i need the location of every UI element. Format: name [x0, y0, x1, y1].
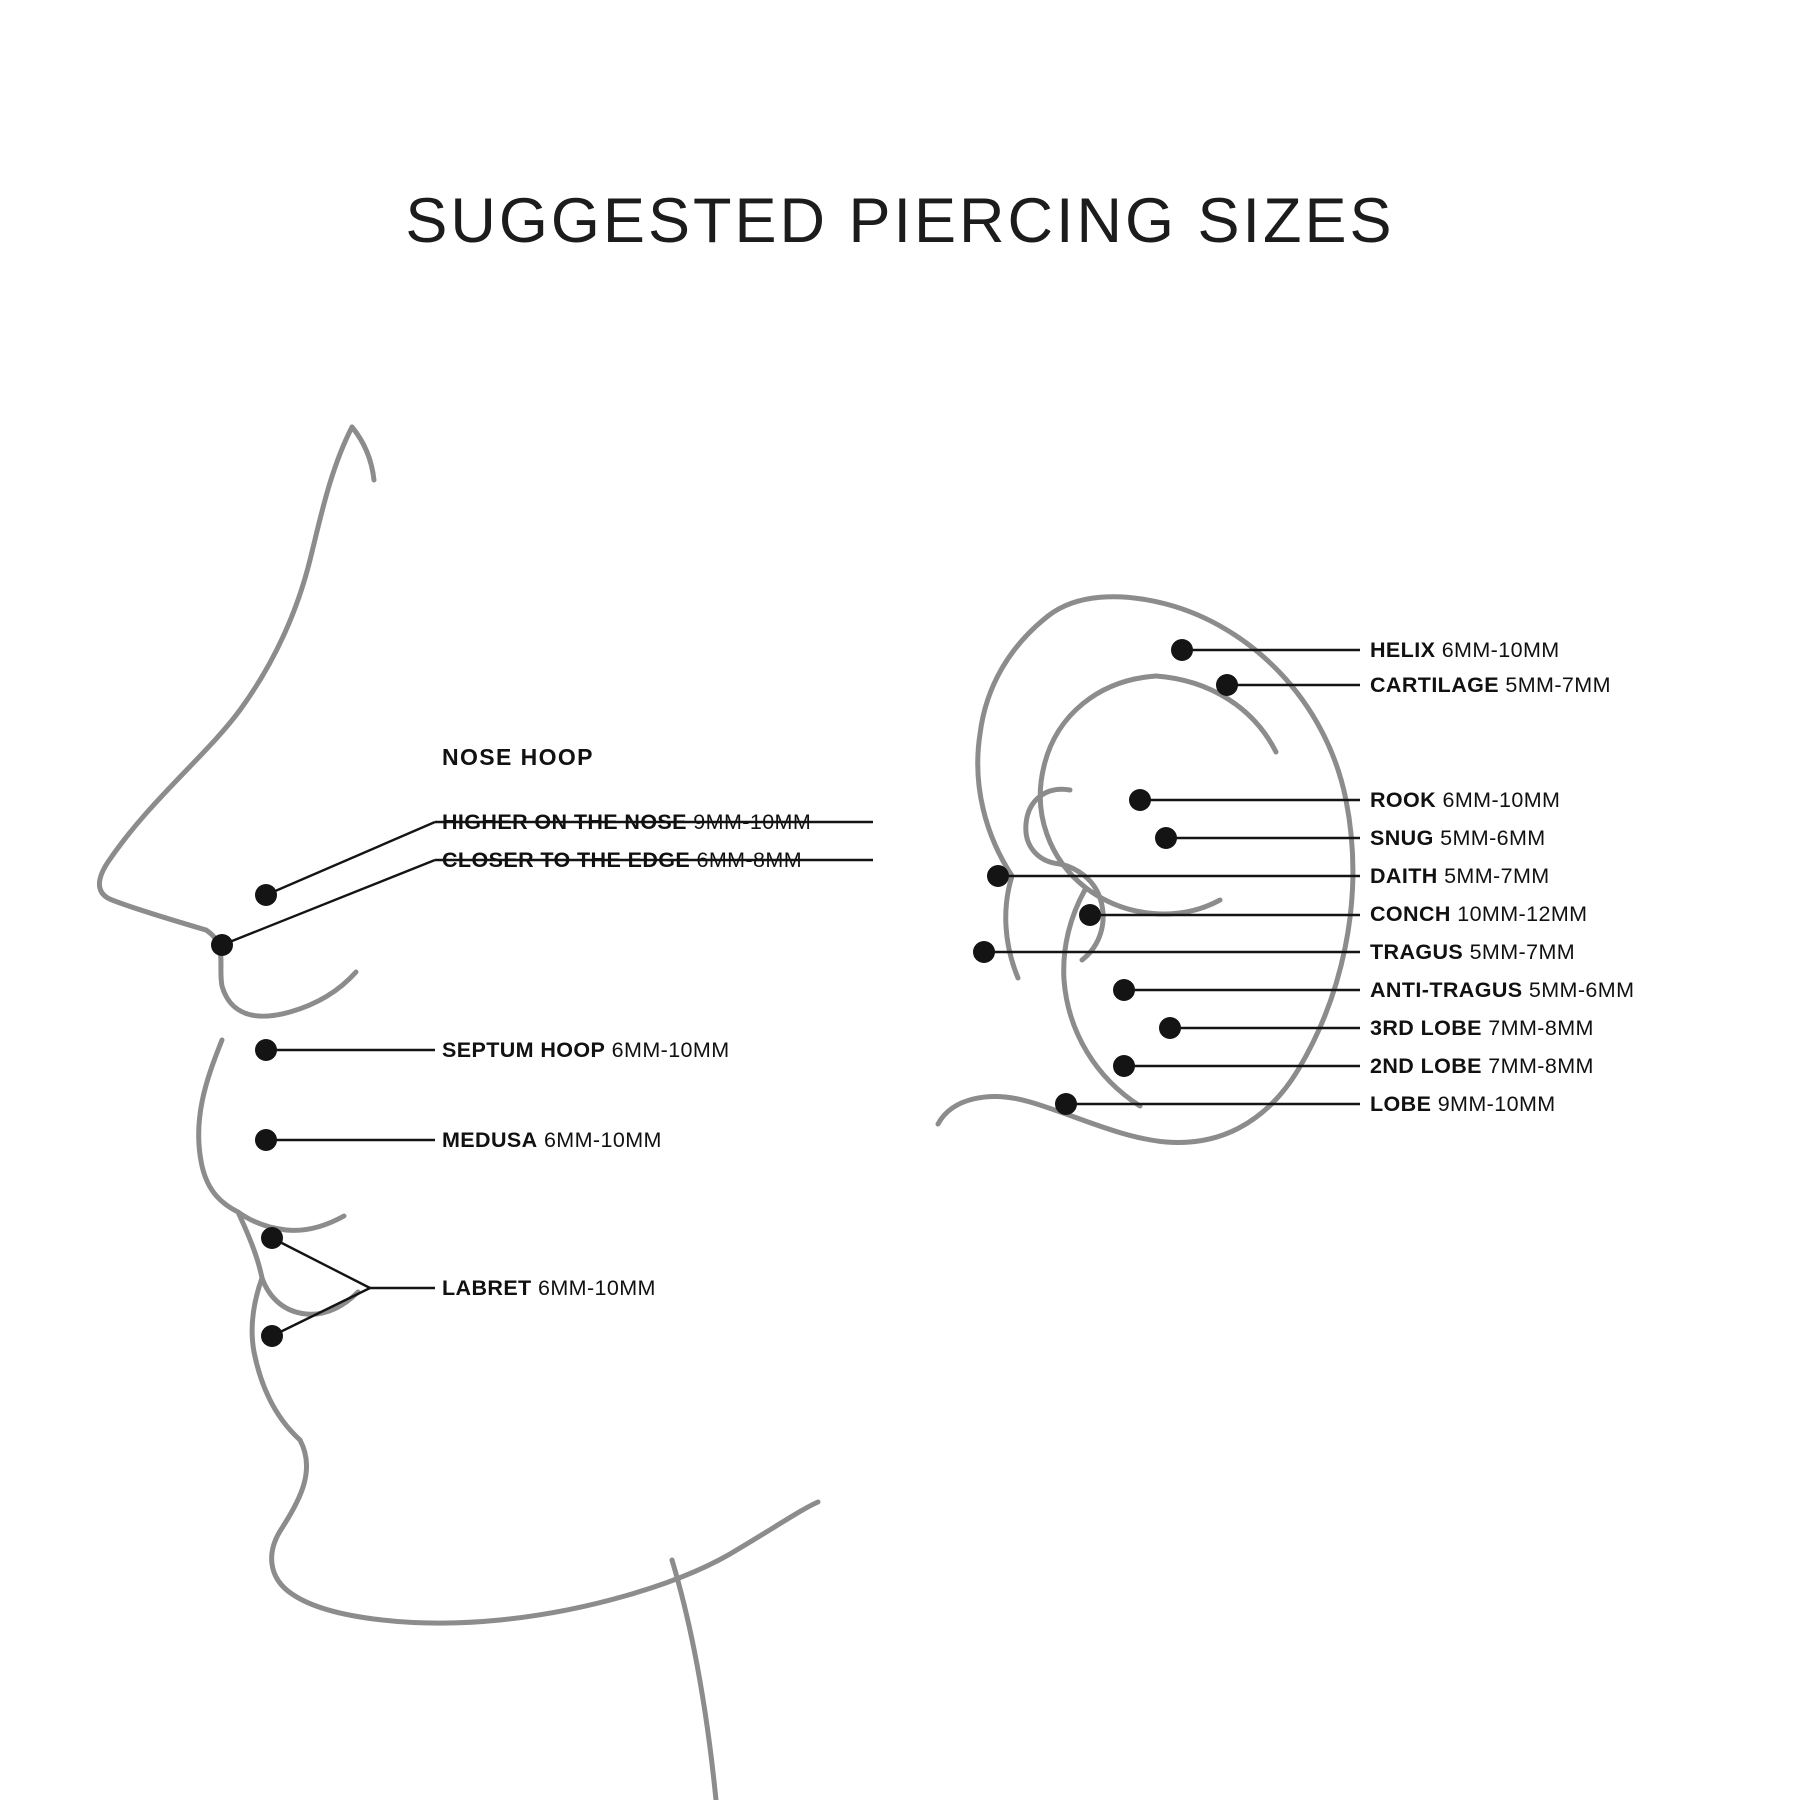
face-profile-outline — [99, 427, 818, 1800]
label-name: CARTILAGE — [1370, 673, 1500, 697]
label-name: SNUG — [1370, 826, 1434, 850]
nose-hoop-section-heading: NOSE HOOP — [442, 744, 594, 770]
label-lobe — [1370, 1094, 1556, 1116]
label-conch — [1370, 904, 1587, 926]
label-tragus — [1370, 942, 1575, 964]
label-size: 9MM-10MM — [1437, 1092, 1556, 1116]
label-name: 2ND LOBE — [1370, 1054, 1482, 1078]
label-size: 6MM-10MM — [543, 1128, 662, 1152]
label-size: 7MM-8MM — [1488, 1054, 1594, 1078]
label-cartilage — [1370, 675, 1611, 697]
label-daith — [1370, 866, 1550, 888]
label-name: TRAGUS — [1370, 940, 1464, 964]
label-name: LOBE — [1370, 1092, 1432, 1116]
label-size: 6MM-10MM — [611, 1038, 730, 1062]
label-size: 7MM-8MM — [1488, 1016, 1594, 1040]
label-labret — [442, 1278, 656, 1300]
leader-lines — [222, 650, 1360, 1336]
label-size: 9MM-10MM — [693, 810, 812, 834]
label-name: ROOK — [1370, 788, 1437, 812]
label-size: 5MM-6MM — [1528, 978, 1635, 1002]
label-closer-to-the-edge — [442, 850, 802, 872]
label-name: HIGHER ON THE NOSE — [442, 810, 687, 834]
label-size: 5MM-6MM — [1440, 826, 1546, 850]
label-medusa — [442, 1130, 662, 1152]
page-title: SUGGESTED PIERCING SIZES — [405, 186, 1395, 256]
label-snug — [1370, 828, 1546, 850]
label-septum-hoop — [442, 1040, 730, 1062]
label-name: SEPTUM HOOP — [442, 1038, 606, 1062]
label-2nd-lobe — [1370, 1056, 1594, 1078]
label-size: 5MM-7MM — [1444, 864, 1550, 888]
label-anti-tragus — [1370, 980, 1634, 1002]
label-size: 5MM-7MM — [1469, 940, 1576, 964]
label-name: CONCH — [1370, 902, 1451, 926]
label-3rd-lobe — [1370, 1018, 1594, 1040]
label-name: ANTI-TRAGUS — [1370, 978, 1523, 1002]
label-name: CLOSER TO THE EDGE — [442, 848, 691, 872]
label-helix — [1370, 640, 1560, 662]
label-higher-on-the-nose — [442, 812, 811, 834]
label-size: 6MM-10MM — [537, 1276, 656, 1300]
label-size: 6MM-10MM — [1442, 788, 1561, 812]
label-size: 6MM-8MM — [696, 848, 802, 872]
label-name: MEDUSA — [442, 1128, 538, 1152]
label-name: DAITH — [1370, 864, 1438, 888]
label-name: HELIX — [1370, 638, 1436, 662]
label-size: 6MM-10MM — [1441, 638, 1560, 662]
label-size: 5MM-7MM — [1505, 673, 1611, 697]
label-name: 3RD LOBE — [1370, 1016, 1482, 1040]
label-size: 10MM-12MM — [1457, 902, 1588, 926]
label-rook — [1370, 790, 1560, 812]
label-name: LABRET — [442, 1276, 532, 1300]
piercing-point-dots — [211, 639, 1238, 1347]
